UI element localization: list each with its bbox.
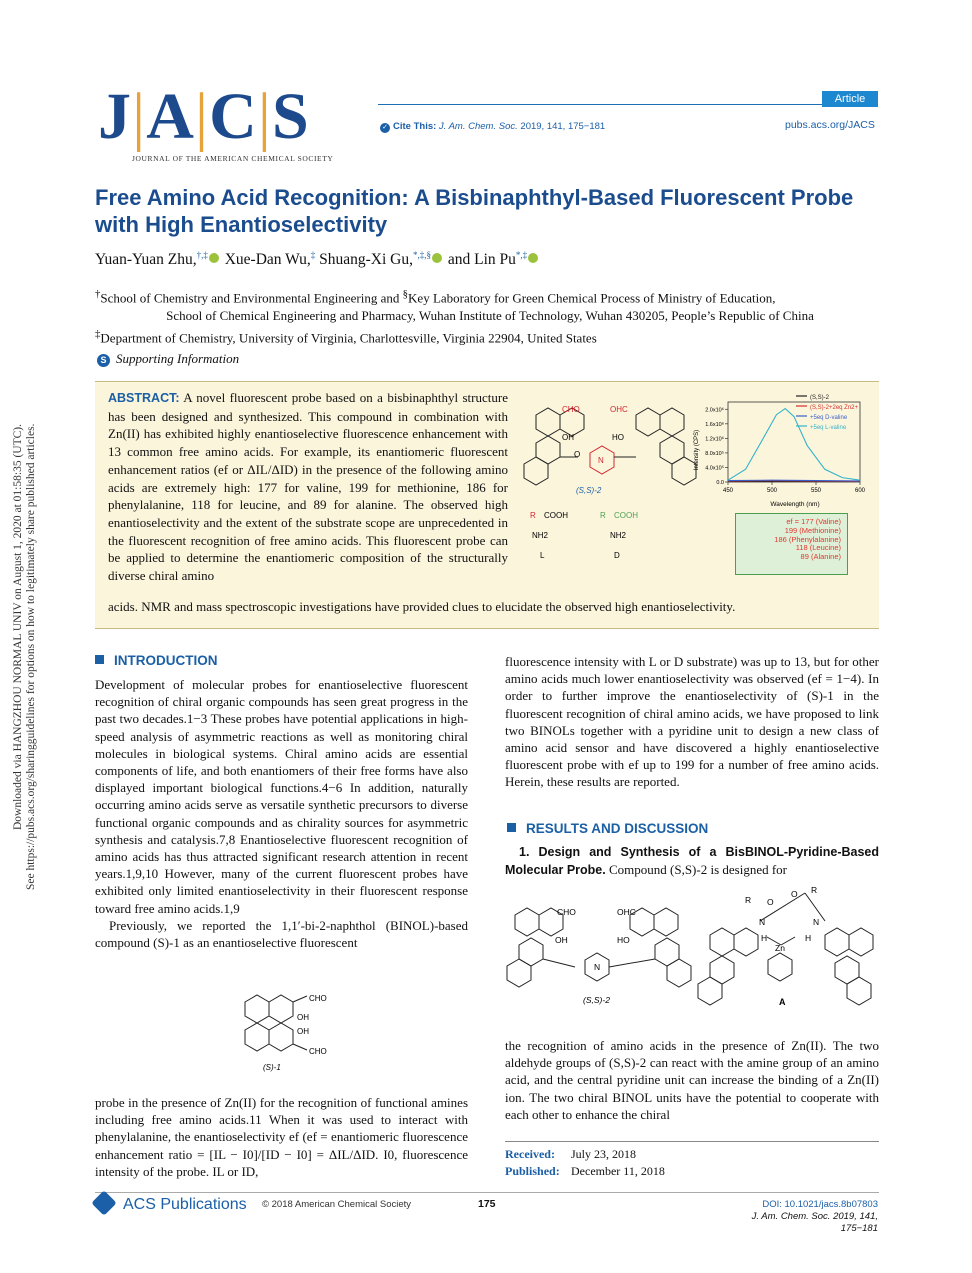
received-date: July 23, 2018 xyxy=(571,1147,637,1161)
y-tick-label: 4.0x10⁵ xyxy=(705,465,724,472)
ef-line: 199 (Methionine) xyxy=(784,525,841,535)
results-heading: RESULTS AND DISCUSSION xyxy=(507,821,708,836)
toc-label: R xyxy=(600,511,606,520)
supporting-info-label: Supporting Information xyxy=(116,351,240,366)
ring xyxy=(660,436,684,464)
ef-line: 118 (Leucine) xyxy=(795,543,841,553)
article-dates xyxy=(505,1146,665,1180)
toc-label: HO xyxy=(612,433,624,442)
scheme-label: N xyxy=(813,917,820,927)
body-paragraph: the recognition of amino acids in the presence of Zn(II). The two aldehyde groups of (S,S)-2 can react with the amine group of an amino acid, and the central pyridine unit can increase the binding of a Zn(II) ion. The two chiral BINOL units have the potential to cooperate with each other to enhance the chiral xyxy=(505,1038,879,1122)
s1-label: CHO xyxy=(309,1047,327,1056)
journal-logo: J|A|C|S xyxy=(98,80,310,153)
chart-frame xyxy=(728,402,860,482)
scheme-label: H xyxy=(761,933,768,943)
toc-label: R xyxy=(530,511,536,520)
cite-this[interactable] xyxy=(380,121,605,133)
x-tick-label: 500 xyxy=(766,488,778,494)
abstract-label: ABSTRACT: xyxy=(108,391,180,405)
intro-paragraph: Previously, we reported the 1,1′-bi-2-naphthol (BINOL)-based compound (S)-1 as an enantioselective fluorescent xyxy=(95,917,468,951)
right-column-bottom xyxy=(505,1037,879,1123)
download-note: Downloaded via HANGZHOU NORMAL UNIV on August 1, 2020 at 01:58:35 (UTC). xyxy=(12,424,24,830)
scheme-label: HO xyxy=(617,935,630,945)
x-tick-label: 450 xyxy=(722,488,734,494)
x-tick-label: 550 xyxy=(810,488,822,494)
s1-name: (S)-1 xyxy=(263,1063,281,1072)
y-tick-label: 0.0 xyxy=(716,480,724,486)
doi-block xyxy=(720,1199,878,1235)
ef-line: 186 (Phenylalanine) xyxy=(774,534,841,544)
abstract-body: A novel fluorescent probe based on a bisbinaphthyl structure has been designed and synthesized. This compound in combination with Zn(II) has exhibited highly enantioselective fluorescence enhancement with 13 common free amino acids. For example, its enantiomeric fluorescent enhancement ratios (ef or ΔIL/ΔID) in the presence of the following amino acids are extremely high: 177 for valine, 199 for methionine, 186 for phenylalanine, 118 for leucine, and 89 for alanine. The observed high enantioselectivity and the extent of the substrate scope are unprecedented in the fluorescent recognition of free amino acids. This fluorescent probe can be applied to determine the enantiomeric composition of the structurally diverse chiral amino xyxy=(108,390,508,584)
dates-rule xyxy=(505,1141,879,1142)
logo-letter-c: C xyxy=(209,80,258,153)
s1-label: CHO xyxy=(309,994,327,1003)
abstract-text xyxy=(108,389,508,585)
ring xyxy=(636,408,660,436)
y-tick-label: 2.0x10⁶ xyxy=(705,407,724,414)
scheme-label: OHC xyxy=(617,907,636,917)
ef-values-box xyxy=(735,513,848,575)
toc-compound-label: (S,S)-2 xyxy=(576,486,602,495)
acs-hexagon-icon xyxy=(91,1190,116,1215)
affil-mark: § xyxy=(402,288,409,300)
affil-mark: ‡ xyxy=(95,328,101,341)
y-tick-label: 8.0x10⁵ xyxy=(705,450,724,457)
x-tick-label: 600 xyxy=(854,488,866,494)
affil-text: Key Laboratory for Green Chemical Process of Ministry of Education, xyxy=(408,290,776,306)
author-marks: *,‡,§ xyxy=(413,250,431,260)
intro-paragraph: Development of molecular probes for enantioselective fluorescent recognition of chiral organic compounds has seen great progress in the past two decades.1−3 These probes have potential applications in high-speed analysis of asymmetric reactions as well as monitoring chiral molecules in biological systems. Chiral amino acids are essential components of life, and both enantiomers of their free forms have also displayed important biological functions.4−6 In addition, naturally occurring amino acids serve as versatile synthetic precursors to diverse functional organic compounds and as chirality sources for asymmetric synthesis and catalysis.7,8 Enantioselective fluorescent recognition of amino acids has thus attracted significant research attention in recent years.1,9,10 However, many of the current fluorescent probes have exhibited only limited enantioselectivity in their fluorescent response toward free amino acids.1,9 xyxy=(95,677,468,916)
scheme-label: N xyxy=(759,917,766,927)
sharing-note: See https://pubs.acs.org/sharingguidelines for options on how to legitimately share published articles. xyxy=(25,423,37,890)
y-tick-label: 1.2x10⁶ xyxy=(705,436,724,443)
legend-entry: (S,S)-2 xyxy=(810,395,830,401)
ef-line: ef = 177 (Valine) xyxy=(786,517,841,526)
scheme-name: (S,S)-2 xyxy=(583,995,610,1005)
affil-text: School of Chemical Engineering and Pharmacy, Wuhan Institute of Technology, Wuhan 430205, People’s Republic of China xyxy=(166,308,814,324)
scheme-label: R xyxy=(745,895,752,905)
s1-label: OH xyxy=(297,1027,309,1036)
doi-link[interactable]: DOI: 10.1021/jacs.8b07803 xyxy=(762,1199,878,1210)
body-paragraph: fluorescence intensity with L or D substrate) was up to 13, but for other amino acids much lower enantioselectivity was observed (ef = 1−4). In order to further improve the enantioselectivity of (S)-1 in the fluorescent recognition of chiral amino acids, we have proposed to link two BINOLs together with a pyridine unit to design a new class of amino acid sensor and have discovered a highly enantioselective fluorescent probe with ef up to 199 for a number of free amino acids. Herein, these results are reported. xyxy=(505,654,879,790)
scheme-label: OH xyxy=(555,935,568,945)
scheme-label: H xyxy=(805,933,812,943)
journal-website-link[interactable]: pubs.acs.org/JACS xyxy=(785,119,875,131)
supporting-info-icon: S xyxy=(97,354,110,367)
affil-mark: † xyxy=(95,288,101,300)
toc-label: D xyxy=(614,551,620,560)
intro-column xyxy=(95,676,468,951)
right-column-top xyxy=(505,653,879,791)
subsection xyxy=(505,843,879,879)
scheme-label: O xyxy=(791,889,798,899)
journal-name: JOURNAL OF THE AMERICAN CHEMICAL SOCIETY xyxy=(132,154,334,163)
fluorescence-chart xyxy=(690,390,875,510)
author-name: Yuan-Yuan Zhu, xyxy=(95,251,197,269)
legend-entry: +5eq D-valine xyxy=(810,415,848,421)
footer-rule xyxy=(95,1192,879,1193)
header-rule xyxy=(378,104,878,105)
toc-label: CHO xyxy=(562,405,580,414)
toc-label: OH xyxy=(562,433,574,442)
intro-heading: INTRODUCTION xyxy=(95,653,218,668)
intro-paragraph: probe in the presence of Zn(II) for the recognition of functional amines including free amino acids.11 When it was used to interact with phenylalanine, the enantioselectivity ef (ef = enantiomeric fluorescence enhancement ratio = [IL − I0]/[ID − I0] = ΔIL/ΔID. I0, fluorescence intensity of the probe. IL or ID, xyxy=(95,1095,468,1179)
toc-label: NH2 xyxy=(532,531,549,540)
cite-volume: 2019, 141, 175−181 xyxy=(520,121,606,132)
ring xyxy=(524,457,548,485)
compound-s1-structure xyxy=(225,990,355,1075)
author-marks: *,‡ xyxy=(515,250,528,260)
section-marker-icon xyxy=(507,823,516,832)
footer-citation: J. Am. Chem. Soc. 2019, 141, 175−181 xyxy=(751,1211,878,1234)
author-marks: †,‡ xyxy=(196,250,208,260)
orcid-icon[interactable] xyxy=(209,253,219,263)
ef-line: 89 (Alanine) xyxy=(800,552,841,562)
scheme-label: R xyxy=(811,885,818,895)
published-date: December 11, 2018 xyxy=(571,1164,665,1178)
y-tick-label: 1.6x10⁶ xyxy=(705,421,724,428)
scheme-label: Zn xyxy=(775,943,785,953)
acs-publications-logo[interactable]: ACS Publications xyxy=(95,1194,247,1214)
scheme-label: O xyxy=(767,897,774,907)
orcid-icon[interactable] xyxy=(432,253,442,263)
section-marker-icon xyxy=(95,655,104,664)
chart-xlabel: Wavelength (nm) xyxy=(770,501,820,508)
toc-label: O xyxy=(574,450,581,459)
cite-label: Cite This: xyxy=(393,121,437,132)
chart-ylabel: Intensity (CPS) xyxy=(694,429,700,471)
author-name: Xue-Dan Wu, xyxy=(224,251,311,269)
ring xyxy=(660,408,684,436)
affil-text: Department of Chemistry, University of Virginia, Charlottesville, Virginia 22904, United States xyxy=(100,330,597,346)
published-label: Published: xyxy=(505,1164,560,1178)
scheme-name: A xyxy=(779,997,786,1007)
toc-label: N xyxy=(598,456,604,465)
author-name: Shuang-Xi Gu, xyxy=(319,251,413,269)
check-icon: ✓ xyxy=(380,123,390,133)
scheme-label: N xyxy=(594,962,601,972)
ring xyxy=(536,408,560,436)
article-title: Free Amino Acid Recognition: A Bisbinaphthyl-Based Fluorescent Probe with High Enantioselectivity xyxy=(95,185,854,237)
orcid-icon[interactable] xyxy=(528,253,538,263)
article-type-badge: Article xyxy=(822,91,878,107)
toc-label: NH2 xyxy=(610,531,627,540)
s1-label: OH xyxy=(297,1013,309,1022)
toc-label: COOH xyxy=(614,511,638,520)
logo-letter-j: J xyxy=(98,80,132,153)
copyright: © 2018 American Chemical Society xyxy=(262,1199,412,1210)
subsection-text: Compound (S,S)-2 is designed for xyxy=(608,862,788,878)
author-list xyxy=(95,250,540,269)
intro-column-continued xyxy=(95,1094,468,1180)
subsection-heading: 1. Design and Synthesis of a BisBINOL-Pyridine-Based Molecular Probe. xyxy=(505,845,879,878)
scheme-label: CHO xyxy=(557,907,576,917)
legend-entry: (S,S)-2+2eq Zn2+ xyxy=(810,405,859,411)
supporting-info-link[interactable] xyxy=(97,351,239,367)
ring xyxy=(536,436,560,464)
abstract-tail: acids. NMR and mass spectroscopic investigations have provided clues to elucidate the observed high enantioselectivity. xyxy=(108,599,736,614)
toc-label: OHC xyxy=(610,405,628,414)
toc-label: L xyxy=(540,551,545,560)
legend-entry: +5eq L-valine xyxy=(810,425,847,431)
series-line xyxy=(728,480,860,481)
author-marks: ‡ xyxy=(310,250,316,260)
affil-text: School of Chemistry and Environmental Engineering and xyxy=(100,290,403,306)
page-number: 175 xyxy=(478,1198,496,1210)
affiliations xyxy=(95,285,885,348)
scheme-structures xyxy=(505,885,880,1010)
logo-letter-s: S xyxy=(272,80,310,153)
cite-journal: J. Am. Chem. Soc. xyxy=(438,121,518,132)
toc-label: COOH xyxy=(544,511,568,520)
received-label: Received: xyxy=(505,1147,555,1161)
logo-letter-a: A xyxy=(146,80,195,153)
author-name: and Lin Pu xyxy=(447,251,516,269)
